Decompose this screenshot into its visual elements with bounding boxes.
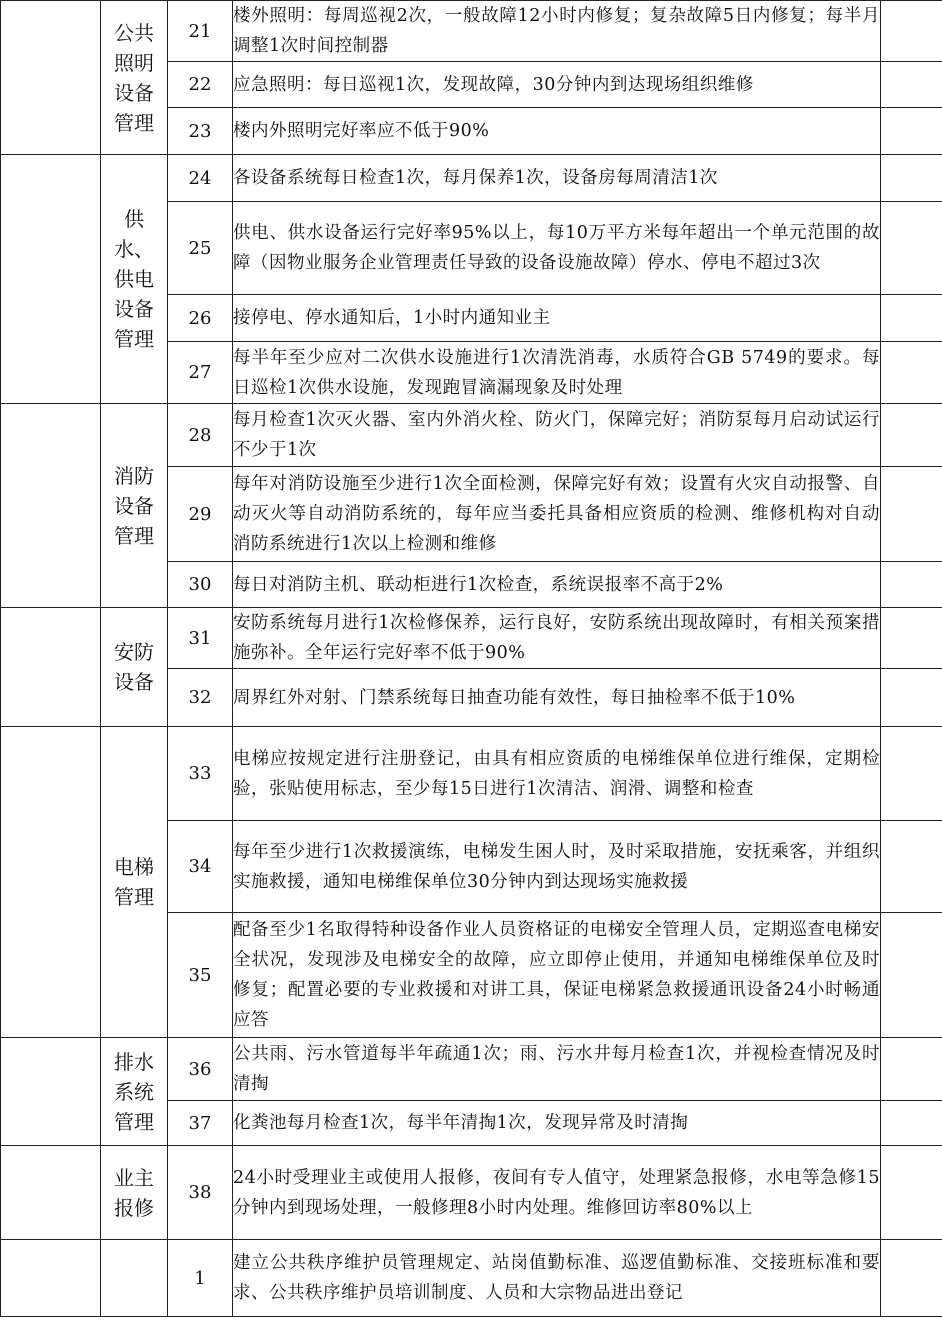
- category-label-line: 设备: [114, 493, 154, 518]
- item-requirement-text: 周界红外对射、门禁系统每日抽查功能有效性，每日抽检率不低于10%: [233, 669, 881, 727]
- remarks-cell: [881, 821, 942, 913]
- item-number: 32: [168, 669, 233, 727]
- item-number: 21: [168, 1, 233, 62]
- category-label-line: 管理: [114, 1109, 154, 1134]
- category-label-line: 报修: [114, 1195, 154, 1220]
- category-label-line: 排水: [114, 1049, 154, 1074]
- category-label-line: 供: [124, 207, 144, 231]
- table-row: [1, 1038, 942, 1101]
- item-number: 35: [168, 913, 233, 1038]
- table-row: [1, 1240, 942, 1317]
- section-blank-cell: [1, 155, 101, 404]
- section-blank-cell: [1, 1146, 101, 1240]
- remarks-cell: [881, 1, 942, 62]
- category-label-line: 电梯: [114, 855, 154, 879]
- category-cell: [101, 1240, 168, 1317]
- category-label-line: 设备: [114, 80, 154, 105]
- item-number: 36: [168, 1038, 233, 1101]
- item-number: 24: [168, 155, 233, 202]
- table-row: [1, 608, 942, 669]
- remarks-cell: [881, 108, 942, 155]
- section-number-cell: [1, 1240, 101, 1317]
- remarks-cell: [881, 62, 942, 108]
- remarks-cell: [881, 202, 942, 295]
- item-number: 30: [168, 562, 233, 608]
- item-number: 26: [168, 295, 233, 342]
- item-requirement-text: 楼外照明：每周巡视2次，一般故障12小时内修复；复杂故障5日内修复；每半月调整1次时间控制器: [233, 1, 881, 62]
- category-label-line: 消防: [114, 463, 154, 488]
- section-blank-cell: [1, 1038, 101, 1146]
- item-number: 38: [168, 1146, 233, 1240]
- remarks-cell: [881, 562, 942, 608]
- item-number: 27: [168, 342, 233, 404]
- item-requirement-text: 每半年至少应对二次供水设施进行1次清洗消毒，水质符合GB 5749的要求。每日巡检1次供水设施，发现跑冒滴漏现象及时处理: [233, 342, 881, 404]
- remarks-cell: [881, 1038, 942, 1101]
- category-label-line: 照明: [114, 50, 154, 75]
- item-requirement-text: 24小时受理业主或使用人报修，夜间有专人值守，处理紧急报修，水电等急修15分钟内到现场处理，一般修理8小时内处理。维修回访率80%以上: [233, 1146, 881, 1240]
- remarks-cell: [881, 913, 942, 1038]
- item-requirement-text: 各设备系统每日检查1次，每月保养1次，设备房每周清洁1次: [233, 155, 881, 202]
- item-number: 22: [168, 62, 233, 108]
- remarks-cell: [881, 1240, 942, 1317]
- table-row: [1, 155, 942, 202]
- table-row: [1, 727, 942, 821]
- item-requirement-text: 每年至少进行1次救援演练，电梯发生困人时，及时采取措施，安抚乘客，并组织实施救援，通知电梯维保单位30分钟内到达现场实施救援: [233, 821, 881, 913]
- item-requirement-text: 接停电、停水通知后，1小时内通知业主: [233, 295, 881, 342]
- item-number: 37: [168, 1101, 233, 1146]
- item-number: 29: [168, 467, 233, 562]
- category-cell: [101, 155, 168, 404]
- item-requirement-text: 楼内外照明完好率应不低于90%: [233, 108, 881, 155]
- section-blank-cell: [1, 1, 101, 155]
- item-requirement-text: 安防系统每月进行1次检修保养，运行良好，安防系统出现故障时，有相关预案措施弥补。全年运行完好率不低于90%: [233, 608, 881, 669]
- item-requirement-text: 公共雨、污水管道每半年疏通1次；雨、污水井每月检查1次，并视检查情况及时清掏: [233, 1038, 881, 1101]
- item-number: 34: [168, 821, 233, 913]
- item-number: 1: [168, 1240, 233, 1317]
- category-label-line: 系统: [114, 1079, 154, 1104]
- remarks-cell: [881, 1101, 942, 1146]
- section-blank-cell: [1, 608, 101, 727]
- item-requirement-text: 建立公共秩序维护员管理规定、站岗值勤标准、巡逻值勤标准、交接班标准和要求、公共秩序维护员培训制度、人员和大宗物品进出登记: [233, 1240, 881, 1317]
- item-requirement-text: 供电、供水设备运行完好率95%以上，每10万平方米每年超出一个单元范围的故障（因物业服务企业管理责任导致的设备设施故障）停水、停电不超过3次: [233, 202, 881, 295]
- item-requirement-text: 化粪池每月检查1次，每半年清掏1次，发现异常及时清掏: [233, 1101, 881, 1146]
- category-label-line: 供电: [114, 267, 154, 291]
- item-requirement-text: 每年对消防设施至少进行1次全面检测，保障完好有效；设置有火灾自动报警、自动灭火等自动消防系统的，每年应当委托具备相应资质的检测、维修机构对自动消防系统进行1次以上检测和维修: [233, 467, 881, 562]
- item-requirement-text: 应急照明：每日巡视1次，发现故障，30分钟内到达现场组织维修: [233, 62, 881, 108]
- category-label-line: 设备: [114, 670, 154, 694]
- table-row: [1, 1146, 942, 1240]
- category-label-line: 安防: [114, 640, 154, 664]
- remarks-cell: [881, 295, 942, 342]
- remarks-cell: [881, 608, 942, 669]
- table-row: [1, 1, 942, 62]
- category-label-line: 水、: [114, 237, 154, 261]
- section-blank-cell: [1, 404, 101, 608]
- item-number: 33: [168, 727, 233, 821]
- category-label-line: 业主: [114, 1165, 154, 1190]
- category-label-line: 设备: [114, 297, 154, 321]
- remarks-cell: [881, 727, 942, 821]
- remarks-cell: [881, 467, 942, 562]
- table-row: [1, 404, 942, 467]
- remarks-cell: [881, 155, 942, 202]
- remarks-cell: [881, 1146, 942, 1240]
- category-cell: [101, 727, 168, 1038]
- category-label-line: 管理: [114, 523, 154, 548]
- item-number: 25: [168, 202, 233, 295]
- category-cell: [101, 404, 168, 608]
- category-cell: [101, 1146, 168, 1240]
- item-number: 28: [168, 404, 233, 467]
- item-requirement-text: 电梯应按规定进行注册登记，由具有相应资质的电梯维保单位进行维保，定期检验，张贴使用标志，至少每15日进行1次清洁、润滑、调整和检查: [233, 727, 881, 821]
- remarks-cell: [881, 669, 942, 727]
- item-number: 31: [168, 608, 233, 669]
- category-label-line: 管理: [114, 110, 154, 135]
- category-label-line: 管理: [114, 885, 154, 909]
- remarks-cell: [881, 404, 942, 467]
- category-cell: [101, 1, 168, 155]
- category-cell: [101, 1038, 168, 1146]
- item-requirement-text: 每日对消防主机、联动柜进行1次检查，系统误报率不高于2%: [233, 562, 881, 608]
- category-label-line: 管理: [114, 327, 154, 351]
- category-label-line: 公共: [114, 20, 154, 45]
- item-number: 23: [168, 108, 233, 155]
- remarks-cell: [881, 342, 942, 404]
- category-cell: [101, 608, 168, 727]
- section-blank-cell: [1, 727, 101, 1038]
- item-requirement-text: 配备至少1名取得特种设备作业人员资格证的电梯安全管理人员，定期巡查电梯安全状况，发现涉及电梯安全的故障，应立即停止使用，并通知电梯维保单位及时修复；配置必要的专业救援和对讲工具，保证电梯紧急救援通讯设备24小时畅通应答: [233, 913, 881, 1038]
- item-requirement-text: 每月检查1次灭火器、室内外消火栓、防火门，保障完好；消防泵每月启动试运行不少于1次: [233, 404, 881, 467]
